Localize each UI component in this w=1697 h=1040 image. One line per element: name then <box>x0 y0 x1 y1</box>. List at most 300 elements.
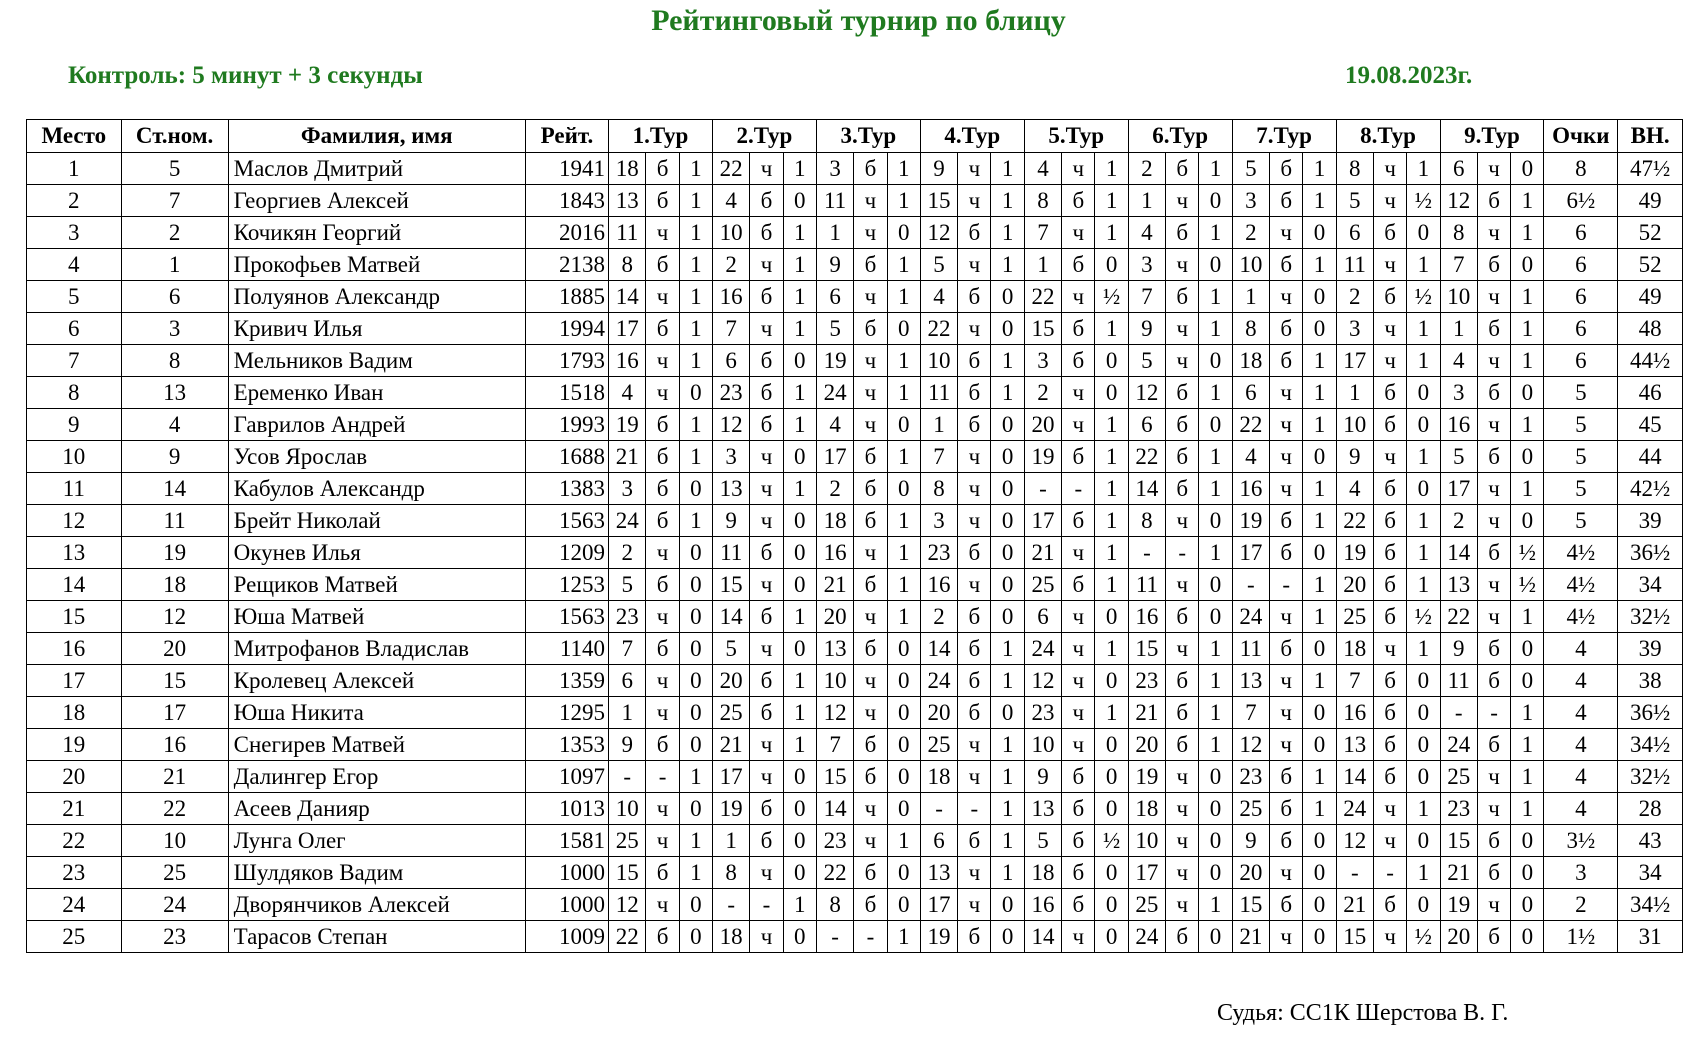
buchholz-cell: 52 <box>1618 249 1683 281</box>
opponent-cell: 3 <box>1232 185 1269 217</box>
color-cell: ч <box>1270 665 1303 697</box>
opponent-cell: 10 <box>1440 281 1477 313</box>
color-cell: б <box>958 537 991 569</box>
header-buchholz: ВН. <box>1618 120 1683 153</box>
color-cell: б <box>750 793 783 825</box>
result-cell: 0 <box>991 409 1024 441</box>
result-cell: 0 <box>1095 377 1128 409</box>
result-cell: 1 <box>1303 665 1336 697</box>
color-cell: б <box>1166 473 1199 505</box>
player-name-cell: Мельников Вадим <box>228 345 525 377</box>
opponent-cell: 23 <box>920 537 957 569</box>
buchholz-cell: 34 <box>1618 857 1683 889</box>
result-cell: 1 <box>887 249 920 281</box>
color-cell: б <box>1270 185 1303 217</box>
points-cell: 6 <box>1544 281 1618 313</box>
result-cell: 0 <box>1095 761 1128 793</box>
color-cell: ч <box>750 857 783 889</box>
result-cell: 1 <box>1407 153 1440 185</box>
player-name-cell: Окунев Илья <box>228 537 525 569</box>
opponent-cell: 17 <box>1128 857 1165 889</box>
result-cell: 0 <box>1303 537 1336 569</box>
color-cell: ч <box>1166 793 1199 825</box>
opponent-cell: 13 <box>816 633 853 665</box>
opponent-cell: 22 <box>1336 505 1373 537</box>
color-cell: - <box>646 761 679 793</box>
color-cell: ч <box>1270 697 1303 729</box>
color-cell: ч <box>1270 409 1303 441</box>
result-cell: 1 <box>1095 441 1128 473</box>
result-cell: 0 <box>1303 729 1336 761</box>
color-cell: ч <box>646 697 679 729</box>
place-cell: 5 <box>27 281 122 313</box>
color-cell: б <box>1166 665 1199 697</box>
color-cell: ч <box>1373 153 1406 185</box>
color-cell: ч <box>750 441 783 473</box>
table-row <box>27 473 1683 505</box>
opponent-cell: 7 <box>1440 249 1477 281</box>
color-cell: б <box>1373 697 1406 729</box>
opponent-cell: 23 <box>816 825 853 857</box>
rating-cell: 1885 <box>525 281 608 313</box>
opponent-cell: 10 <box>1024 729 1061 761</box>
opponent-cell: 20 <box>920 697 957 729</box>
buchholz-cell: 49 <box>1618 185 1683 217</box>
color-cell: ч <box>1166 185 1199 217</box>
color-cell: ч <box>958 761 991 793</box>
result-cell: 0 <box>1303 633 1336 665</box>
result-cell: 1 <box>783 889 816 921</box>
result-cell: 1 <box>1199 889 1232 921</box>
opponent-cell: 16 <box>816 537 853 569</box>
result-cell: 0 <box>783 345 816 377</box>
result-cell: 0 <box>887 473 920 505</box>
color-cell: б <box>1477 537 1510 569</box>
start-number-cell: 20 <box>121 633 228 665</box>
header-points: Очки <box>1544 120 1618 153</box>
opponent-cell: 14 <box>1336 761 1373 793</box>
result-cell: 1 <box>991 217 1024 249</box>
color-cell: ч <box>1062 217 1095 249</box>
color-cell: б <box>1373 217 1406 249</box>
opponent-cell: 4 <box>1336 473 1373 505</box>
color-cell: б <box>1477 857 1510 889</box>
result-cell: 1 <box>1511 281 1544 313</box>
result-cell: 1 <box>1303 345 1336 377</box>
points-cell: 4 <box>1544 729 1618 761</box>
opponent-cell: 20 <box>816 601 853 633</box>
player-name-cell: Снегирев Матвей <box>228 729 525 761</box>
result-cell: 1 <box>1095 633 1128 665</box>
opponent-cell: 6 <box>1440 153 1477 185</box>
color-cell: - <box>958 793 991 825</box>
buchholz-cell: 32½ <box>1618 601 1683 633</box>
color-cell: б <box>646 185 679 217</box>
color-cell: б <box>958 697 991 729</box>
color-cell: б <box>750 665 783 697</box>
color-cell: ч <box>854 281 887 313</box>
points-cell: 1½ <box>1544 921 1618 953</box>
opponent-cell: 24 <box>1232 601 1269 633</box>
color-cell: б <box>958 377 991 409</box>
result-cell: 0 <box>1095 249 1128 281</box>
player-name-cell: Еременко Иван <box>228 377 525 409</box>
result-cell: 0 <box>887 889 920 921</box>
opponent-cell: 7 <box>1128 281 1165 313</box>
result-cell: 0 <box>1303 825 1336 857</box>
result-cell: 1 <box>679 313 712 345</box>
color-cell: б <box>958 281 991 313</box>
opponent-cell: 12 <box>1128 377 1165 409</box>
opponent-cell: 12 <box>1232 729 1269 761</box>
result-cell: 1 <box>991 761 1024 793</box>
start-number-cell: 4 <box>121 409 228 441</box>
rating-cell: 1009 <box>525 921 608 953</box>
opponent-cell: 12 <box>609 889 646 921</box>
result-cell: 0 <box>887 313 920 345</box>
player-name-cell: Шулдяков Вадим <box>228 857 525 889</box>
result-cell: 1 <box>1095 697 1128 729</box>
rating-cell: 1000 <box>525 889 608 921</box>
opponent-cell: 23 <box>1232 761 1269 793</box>
place-cell: 2 <box>27 185 122 217</box>
color-cell: ч <box>958 505 991 537</box>
opponent-cell: 16 <box>1024 889 1061 921</box>
opponent-cell: 15 <box>609 857 646 889</box>
opponent-cell: - <box>712 889 749 921</box>
color-cell: ч <box>1166 825 1199 857</box>
color-cell: б <box>1062 761 1095 793</box>
opponent-cell: 10 <box>712 217 749 249</box>
header-round-5: 5.Тур <box>1024 120 1128 153</box>
color-cell: б <box>750 601 783 633</box>
result-cell: ½ <box>1511 537 1544 569</box>
table-row <box>27 185 1683 217</box>
result-cell: 0 <box>783 857 816 889</box>
result-cell: 1 <box>1303 761 1336 793</box>
buchholz-cell: 52 <box>1618 217 1683 249</box>
result-cell: 0 <box>1303 313 1336 345</box>
result-cell: 1 <box>1199 313 1232 345</box>
opponent-cell: 24 <box>1336 793 1373 825</box>
color-cell: б <box>1373 601 1406 633</box>
color-cell: ч <box>1166 633 1199 665</box>
opponent-cell: 17 <box>1336 345 1373 377</box>
opponent-cell: 11 <box>1336 249 1373 281</box>
opponent-cell: 18 <box>816 505 853 537</box>
player-name-cell: Полуянов Александр <box>228 281 525 313</box>
points-cell: 6½ <box>1544 185 1618 217</box>
table-row <box>27 313 1683 345</box>
rating-cell: 1993 <box>525 409 608 441</box>
opponent-cell: 1 <box>1440 313 1477 345</box>
color-cell: б <box>854 569 887 601</box>
table-row <box>27 697 1683 729</box>
color-cell: б <box>1373 473 1406 505</box>
result-cell: ½ <box>1407 281 1440 313</box>
color-cell: ч <box>1166 569 1199 601</box>
result-cell: 1 <box>1511 345 1544 377</box>
result-cell: 1 <box>1303 793 1336 825</box>
color-cell: б <box>1062 313 1095 345</box>
result-cell: 0 <box>991 569 1024 601</box>
color-cell: ч <box>1373 185 1406 217</box>
rating-cell: 1140 <box>525 633 608 665</box>
points-cell: 6 <box>1544 313 1618 345</box>
color-cell: ч <box>646 889 679 921</box>
player-name-cell: Кочикян Георгий <box>228 217 525 249</box>
opponent-cell: 21 <box>1024 537 1061 569</box>
result-cell: 0 <box>1199 921 1232 953</box>
place-cell: 4 <box>27 249 122 281</box>
opponent-cell: 22 <box>920 313 957 345</box>
points-cell: 8 <box>1544 153 1618 185</box>
opponent-cell: 10 <box>1232 249 1269 281</box>
color-cell: ч <box>1373 345 1406 377</box>
header-name: Фамилия, имя <box>228 120 525 153</box>
opponent-cell: 3 <box>816 153 853 185</box>
result-cell: 0 <box>1095 345 1128 377</box>
opponent-cell: 15 <box>1336 921 1373 953</box>
rating-cell: 1563 <box>525 505 608 537</box>
opponent-cell: 16 <box>1128 601 1165 633</box>
color-cell: б <box>958 217 991 249</box>
result-cell: 0 <box>1303 217 1336 249</box>
place-cell: 12 <box>27 505 122 537</box>
result-cell: 0 <box>1511 825 1544 857</box>
start-number-cell: 17 <box>121 697 228 729</box>
points-cell: 6 <box>1544 249 1618 281</box>
color-cell: б <box>1373 761 1406 793</box>
result-cell: 1 <box>991 665 1024 697</box>
result-cell: 0 <box>679 473 712 505</box>
result-cell: 0 <box>1407 473 1440 505</box>
color-cell: ч <box>646 537 679 569</box>
result-cell: 1 <box>1511 473 1544 505</box>
opponent-cell: 19 <box>1440 889 1477 921</box>
result-cell: 0 <box>991 281 1024 313</box>
opponent-cell: 20 <box>712 665 749 697</box>
color-cell: б <box>750 377 783 409</box>
color-cell: ч <box>1166 889 1199 921</box>
table-row <box>27 569 1683 601</box>
color-cell: б <box>1166 601 1199 633</box>
result-cell: 1 <box>1303 505 1336 537</box>
table-row <box>27 921 1683 953</box>
color-cell: б <box>1477 665 1510 697</box>
color-cell: ч <box>958 857 991 889</box>
color-cell: ч <box>854 537 887 569</box>
color-cell: ч <box>646 217 679 249</box>
points-cell: 5 <box>1544 505 1618 537</box>
result-cell: 0 <box>783 793 816 825</box>
opponent-cell: 16 <box>1440 409 1477 441</box>
color-cell: ч <box>854 217 887 249</box>
result-cell: 0 <box>1095 889 1128 921</box>
table-row <box>27 441 1683 473</box>
result-cell: 0 <box>679 793 712 825</box>
opponent-cell: 4 <box>609 377 646 409</box>
opponent-cell: 11 <box>920 377 957 409</box>
result-cell: 1 <box>887 185 920 217</box>
color-cell: ч <box>1270 921 1303 953</box>
result-cell: 0 <box>1199 825 1232 857</box>
result-cell: 0 <box>1303 697 1336 729</box>
result-cell: 1 <box>887 505 920 537</box>
place-cell: 1 <box>27 153 122 185</box>
result-cell: 0 <box>1407 697 1440 729</box>
opponent-cell: 8 <box>1128 505 1165 537</box>
result-cell: 1 <box>1303 153 1336 185</box>
buchholz-cell: 36½ <box>1618 537 1683 569</box>
result-cell: 0 <box>1511 441 1544 473</box>
color-cell: ч <box>1373 313 1406 345</box>
color-cell: ч <box>854 793 887 825</box>
result-cell: 1 <box>679 345 712 377</box>
player-name-cell: Усов Ярослав <box>228 441 525 473</box>
opponent-cell: 4 <box>920 281 957 313</box>
opponent-cell: 15 <box>1440 825 1477 857</box>
result-cell: 1 <box>679 761 712 793</box>
opponent-cell: 18 <box>1232 345 1269 377</box>
result-cell: 1 <box>783 313 816 345</box>
result-cell: 0 <box>887 761 920 793</box>
opponent-cell: 9 <box>609 729 646 761</box>
color-cell: б <box>854 505 887 537</box>
result-cell: 1 <box>1199 441 1232 473</box>
opponent-cell: 24 <box>1024 633 1061 665</box>
result-cell: 0 <box>991 697 1024 729</box>
result-cell: 1 <box>783 697 816 729</box>
result-cell: 0 <box>1407 825 1440 857</box>
result-cell: 0 <box>679 537 712 569</box>
opponent-cell: 11 <box>816 185 853 217</box>
buchholz-cell: 28 <box>1618 793 1683 825</box>
color-cell: ч <box>958 569 991 601</box>
opponent-cell: 22 <box>816 857 853 889</box>
opponent-cell: 21 <box>1128 697 1165 729</box>
color-cell: ч <box>958 889 991 921</box>
color-cell: б <box>958 633 991 665</box>
color-cell: ч <box>854 665 887 697</box>
color-cell: ч <box>958 153 991 185</box>
opponent-cell: 5 <box>1336 185 1373 217</box>
opponent-cell: 14 <box>1024 921 1061 953</box>
color-cell: б <box>854 889 887 921</box>
place-cell: 13 <box>27 537 122 569</box>
result-cell: 0 <box>1199 409 1232 441</box>
color-cell: б <box>646 409 679 441</box>
result-cell: 0 <box>1511 249 1544 281</box>
opponent-cell: 22 <box>609 921 646 953</box>
result-cell: 1 <box>991 185 1024 217</box>
rating-cell: 1581 <box>525 825 608 857</box>
points-cell: 4 <box>1544 793 1618 825</box>
color-cell: ч <box>1270 217 1303 249</box>
color-cell: б <box>1270 249 1303 281</box>
player-name-cell: Лунга Олег <box>228 825 525 857</box>
points-cell: 3 <box>1544 857 1618 889</box>
opponent-cell: 8 <box>1440 217 1477 249</box>
place-cell: 6 <box>27 313 122 345</box>
color-cell: б <box>1477 729 1510 761</box>
table-row <box>27 601 1683 633</box>
player-name-cell: Кабулов Александр <box>228 473 525 505</box>
result-cell: 1 <box>1511 601 1544 633</box>
result-cell: 1 <box>1199 665 1232 697</box>
result-cell: 0 <box>1199 569 1232 601</box>
points-cell: 2 <box>1544 889 1618 921</box>
color-cell: - <box>1373 857 1406 889</box>
opponent-cell: 11 <box>1232 633 1269 665</box>
color-cell: б <box>1062 185 1095 217</box>
result-cell: 1 <box>1511 409 1544 441</box>
place-cell: 25 <box>27 921 122 953</box>
opponent-cell: 21 <box>1336 889 1373 921</box>
opponent-cell: 16 <box>1232 473 1269 505</box>
opponent-cell: 25 <box>712 697 749 729</box>
opponent-cell: 6 <box>609 665 646 697</box>
color-cell: ч <box>750 153 783 185</box>
color-cell: ч <box>1373 441 1406 473</box>
result-cell: 1 <box>887 537 920 569</box>
result-cell: 0 <box>1199 857 1232 889</box>
result-cell: 0 <box>679 729 712 761</box>
color-cell: ч <box>750 761 783 793</box>
color-cell: ч <box>1062 921 1095 953</box>
opponent-cell: 1 <box>1232 281 1269 313</box>
opponent-cell: 1 <box>1336 377 1373 409</box>
color-cell: б <box>1166 441 1199 473</box>
color-cell: б <box>1270 761 1303 793</box>
result-cell: 1 <box>887 601 920 633</box>
opponent-cell: 15 <box>1232 889 1269 921</box>
result-cell: 0 <box>1199 185 1232 217</box>
color-cell: ч <box>1373 921 1406 953</box>
result-cell: 0 <box>679 633 712 665</box>
rating-cell: 1209 <box>525 537 608 569</box>
opponent-cell: 23 <box>1440 793 1477 825</box>
table-row <box>27 537 1683 569</box>
color-cell: ч <box>854 377 887 409</box>
color-cell: б <box>1477 633 1510 665</box>
opponent-cell: 17 <box>1232 537 1269 569</box>
color-cell: б <box>958 921 991 953</box>
color-cell: б <box>854 633 887 665</box>
rating-cell: 1563 <box>525 601 608 633</box>
buchholz-cell: 49 <box>1618 281 1683 313</box>
result-cell: 0 <box>679 889 712 921</box>
start-number-cell: 24 <box>121 889 228 921</box>
color-cell: ч <box>1062 537 1095 569</box>
color-cell: б <box>1477 313 1510 345</box>
points-cell: 5 <box>1544 409 1618 441</box>
color-cell: ч <box>1062 153 1095 185</box>
opponent-cell: 6 <box>1128 409 1165 441</box>
rating-cell: 1688 <box>525 441 608 473</box>
opponent-cell: 21 <box>712 729 749 761</box>
color-cell: ч <box>1270 729 1303 761</box>
color-cell: б <box>958 665 991 697</box>
color-cell: ч <box>854 697 887 729</box>
result-cell: 1 <box>679 857 712 889</box>
result-cell: 1 <box>887 441 920 473</box>
opponent-cell: 9 <box>1336 441 1373 473</box>
buchholz-cell: 47½ <box>1618 153 1683 185</box>
color-cell: ч <box>958 729 991 761</box>
color-cell: ч <box>750 249 783 281</box>
opponent-cell: 9 <box>712 505 749 537</box>
